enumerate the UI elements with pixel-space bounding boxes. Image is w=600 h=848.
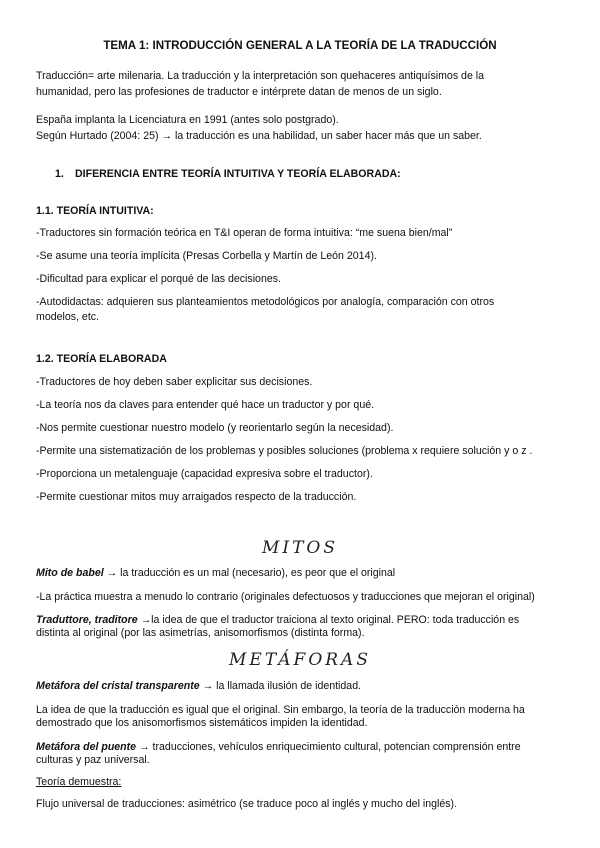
mito-babel-term: Mito de babel <box>36 567 104 579</box>
mito-practica: -La práctica muestra a menudo lo contrario (originales defectuosos y traducciones que mejoran el original) <box>36 591 535 603</box>
section-number: 1. <box>55 168 64 180</box>
mito-traduttore-term: Traduttore, traditore <box>36 614 138 626</box>
teoria-demuestra: Teoría demuestra: <box>36 776 122 788</box>
list-item: -Permite una sistematización de los problemas y posibles soluciones (problema x requiere solución y o z . <box>36 445 533 457</box>
mito-traduttore-cont: distinta al original (por las asimetrías, anisomorfismos (distinta forma). <box>36 627 365 639</box>
mito-babel <box>36 567 395 580</box>
metafora-puente-text: → traducciones, vehículos enriquecimiento cultural, potencian comprensión entre <box>136 741 521 753</box>
page-title: TEMA 1: INTRODUCCIÓN GENERAL A LA TEORÍA DE LA TRADUCCIÓN <box>103 39 497 52</box>
list-item: -Autodidactas: adquieren sus planteamientos metodológicos por analogía, comparación con otros <box>36 296 495 308</box>
list-item: -La teoría nos da claves para entender qué hace un traductor y por qué. <box>36 399 375 411</box>
subsection-heading: 1.1. TEORÍA INTUITIVA: <box>36 205 154 217</box>
subsection-heading: 1.2. TEORÍA ELABORADA <box>36 353 167 365</box>
intro-line: España implanta la Licenciatura en 1991 (antes solo postgrado). <box>36 114 339 126</box>
list-item: -Proporciona un metalenguaje (capacidad expresiva sobre el traductor). <box>36 468 373 480</box>
list-item: -Permite cuestionar mitos muy arraigados respecto de la traducción. <box>36 491 357 503</box>
flujo-text: Flujo universal de traducciones: asimétrico (se traduce poco al inglés y mucho del inglés). <box>36 798 458 810</box>
list-item: -Dificultad para explicar el porqué de las decisiones. <box>36 273 281 285</box>
section-heading: DIFERENCIA ENTRE TEORÍA INTUITIVA Y TEORÍA ELABORADA: <box>75 168 401 180</box>
intro-line: humanidad, pero las profesiones de traductor e intérprete datan de menos de un siglo. <box>36 86 442 98</box>
mito-traduttore-text: →la idea de que el traductor traiciona al texto original. PERO: toda traducción es <box>137 614 520 626</box>
metafora-cristal-term: Metáfora del cristal transparente <box>36 680 200 692</box>
list-item: modelos, etc. <box>36 311 100 323</box>
metaforas-heading: METÁFORAS <box>229 650 371 670</box>
metafora-cristal-text: → la llamada ilusión de identidad. <box>199 680 362 692</box>
list-item: -Nos permite cuestionar nuestro modelo (y reorientarlo según la necesidad). <box>36 422 394 434</box>
intro-line: Traducción= arte milenaria. La traducción y la interpretación son quehaceres antiquísimos de la <box>36 70 485 82</box>
list-item: -Traductores sin formación teórica en T&I operan de forma intuitiva: “me suena bien/mal” <box>36 227 453 239</box>
mito-babel-text: → la traducción es un mal (necesario), es peor que el original <box>103 567 396 579</box>
metafora-idea: La idea de que la traducción es igual que el original. Sin embargo, la teoría de la traducción moderna ha <box>36 704 525 716</box>
metafora-cristal <box>36 680 361 693</box>
mito-traduttore <box>36 614 519 627</box>
intro-line: Según Hurtado (2004: 25) → la traducción es una habilidad, un saber hacer más que un saber. <box>36 130 482 142</box>
metafora-idea: demostrado que los anisomorfismos sistemáticos impiden la identidad. <box>36 717 368 729</box>
metafora-puente-term: Metáfora del puente <box>36 741 137 753</box>
metafora-puente-cont: culturas y paz universal. <box>36 754 150 766</box>
list-item: -Se asume una teoría implícita (Presas Corbella y Martín de León 2014). <box>36 250 377 262</box>
metafora-puente <box>36 741 521 754</box>
mitos-heading: MITOS <box>261 538 339 558</box>
list-item: -Traductores de hoy deben saber explicitar sus decisiones. <box>36 376 313 388</box>
